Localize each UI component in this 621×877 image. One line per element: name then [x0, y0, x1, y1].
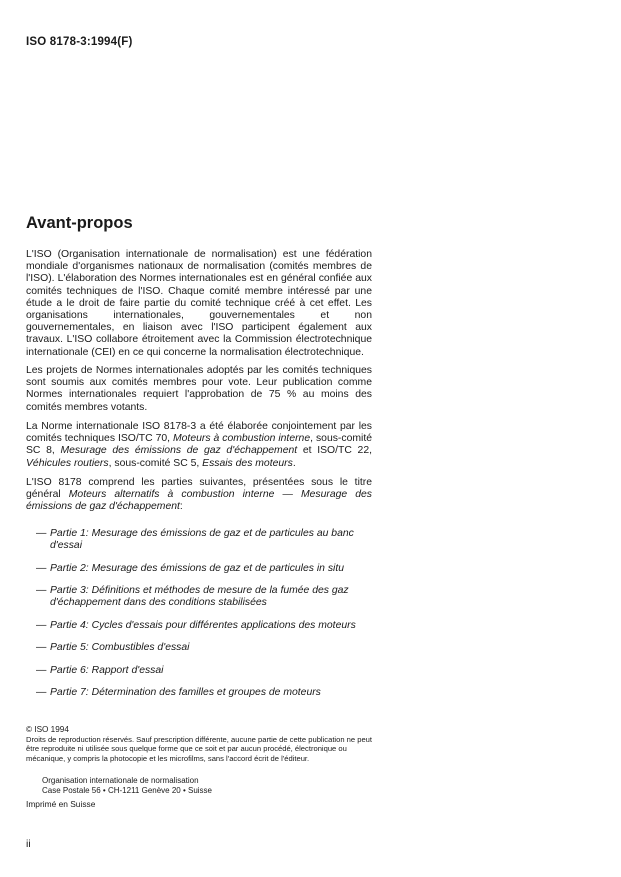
dash-bullet: — [36, 619, 47, 631]
subcommittee-title: Essais des moteurs [202, 457, 293, 469]
part-title: Rapport d'essai [91, 664, 164, 676]
part-label: Partie 7: [50, 687, 89, 699]
part-title: Détermination des familles et groupes de moteurs [91, 687, 321, 699]
list-item [26, 642, 372, 654]
dash-bullet: — [36, 585, 47, 597]
part-title: Mesurage des émissions de gaz et de particules in situ [91, 562, 344, 574]
list-item [26, 687, 372, 699]
dash-bullet: — [36, 664, 47, 676]
general-title: Moteurs alternatifs à combustion interne — Mesurage des émissions de gaz d'échappement [26, 489, 372, 513]
paragraph-committees [26, 421, 372, 470]
list-item [26, 585, 372, 609]
text-run: et ISO/TC 22, [297, 445, 372, 457]
copyright-notice [26, 725, 376, 763]
part-title: Mesurage des émissions de gaz et de particules au banc d'essai [50, 528, 354, 552]
subcommittee-title: Mesurage des émissions de gaz d'échappement [60, 445, 298, 457]
part-label: Partie 5: [50, 642, 89, 654]
paragraph-text [26, 477, 372, 514]
text-run: . [292, 457, 296, 469]
parts-list [26, 528, 372, 710]
list-item [26, 665, 372, 677]
part-label: Partie 4: [50, 619, 89, 631]
part-label: Partie 1: [50, 528, 89, 539]
publisher-postal: Case Postale 56 • CH-1211 Genève 20 • Suisse [42, 786, 212, 795]
text-run: , sous-comité SC 8, [26, 433, 372, 457]
printed-in: Imprimé en Suisse [26, 799, 96, 809]
paragraph-text: L'ISO (Organisation internationale de normalisation) est une fédération mondiale d'organismes nationaux de normalisation (comités membres de l'ISO). L'élaboration des Normes internationales est en général confiée aux comités techniques de l'ISO. Chaque comité membre intéressé par une étude a le droit de faire partie du comité technique créé à cet effet. Les organisations internationales, gouvernementales et non gouvernementales, en liaison avec l'ISO participent également aux travaux. L'ISO collabore étroitement avec la Commission électrotechnique internationale (CEI) en ce qui concerne la normalisation électrotechnique. [26, 249, 372, 358]
part-title: Cycles d'essais pour différentes applications des moteurs [91, 619, 356, 631]
page-number: ii [26, 838, 31, 850]
part-label: Partie 6: [50, 664, 89, 676]
document-code: ISO 8178-3:1994(F) [26, 36, 133, 48]
committee-title: Véhicules routiers [26, 457, 109, 469]
text-run: La Norme internationale ISO 8178-3 a été élaborée conjointement par les comités techniques ISO/TC 70, [26, 421, 372, 445]
publisher-address [42, 776, 212, 796]
text-run: L'ISO 8178 comprend les parties suivantes, présentées sous le titre général [26, 477, 372, 501]
list-item [26, 620, 372, 632]
part-title: Définitions et méthodes de mesure de la fumée des gaz d'échappement dans des conditions stabilisées [50, 585, 349, 609]
part-title: Combustibles d'essai [91, 642, 190, 654]
list-item [26, 528, 372, 552]
part-label: Partie 3: [50, 585, 89, 597]
dash-bullet: — [36, 687, 47, 699]
publisher-name: Organisation internationale de normalisation [42, 776, 199, 785]
paragraph-text: Les projets de Normes internationales adoptés par les comités techniques sont soumis aux comités membres pour vote. Leur publication comme Normes internationales requiert l'approbation de 75 % au moins des comités membres votants. [26, 365, 372, 413]
copyright-text: Droits de reproduction réservés. Sauf prescription différente, aucune partie de cette publication ne peut être reproduite ni utilisée sous quelque forme que ce soit et par aucun procédé, électronique ou mécanique, y compris la photocopie et les microfilms, sans l'accord écrit de l'éditeur. [26, 735, 373, 763]
dash-bullet: — [36, 642, 47, 654]
paragraph-intro [26, 249, 372, 359]
paragraph-text [26, 421, 372, 470]
part-label: Partie 2: [50, 562, 89, 574]
text-run: : [179, 501, 183, 513]
section-title: Avant-propos [26, 214, 133, 232]
dash-bullet: — [36, 528, 47, 539]
list-item [26, 563, 372, 575]
text-run: , sous-comité SC 5, [108, 457, 203, 469]
dash-bullet: — [36, 562, 47, 574]
paragraph-parts-intro [26, 477, 372, 514]
committee-title: Moteurs à combustion interne [173, 433, 311, 445]
paragraph-voting [26, 365, 372, 414]
copyright-year: © ISO 1994 [26, 725, 69, 734]
